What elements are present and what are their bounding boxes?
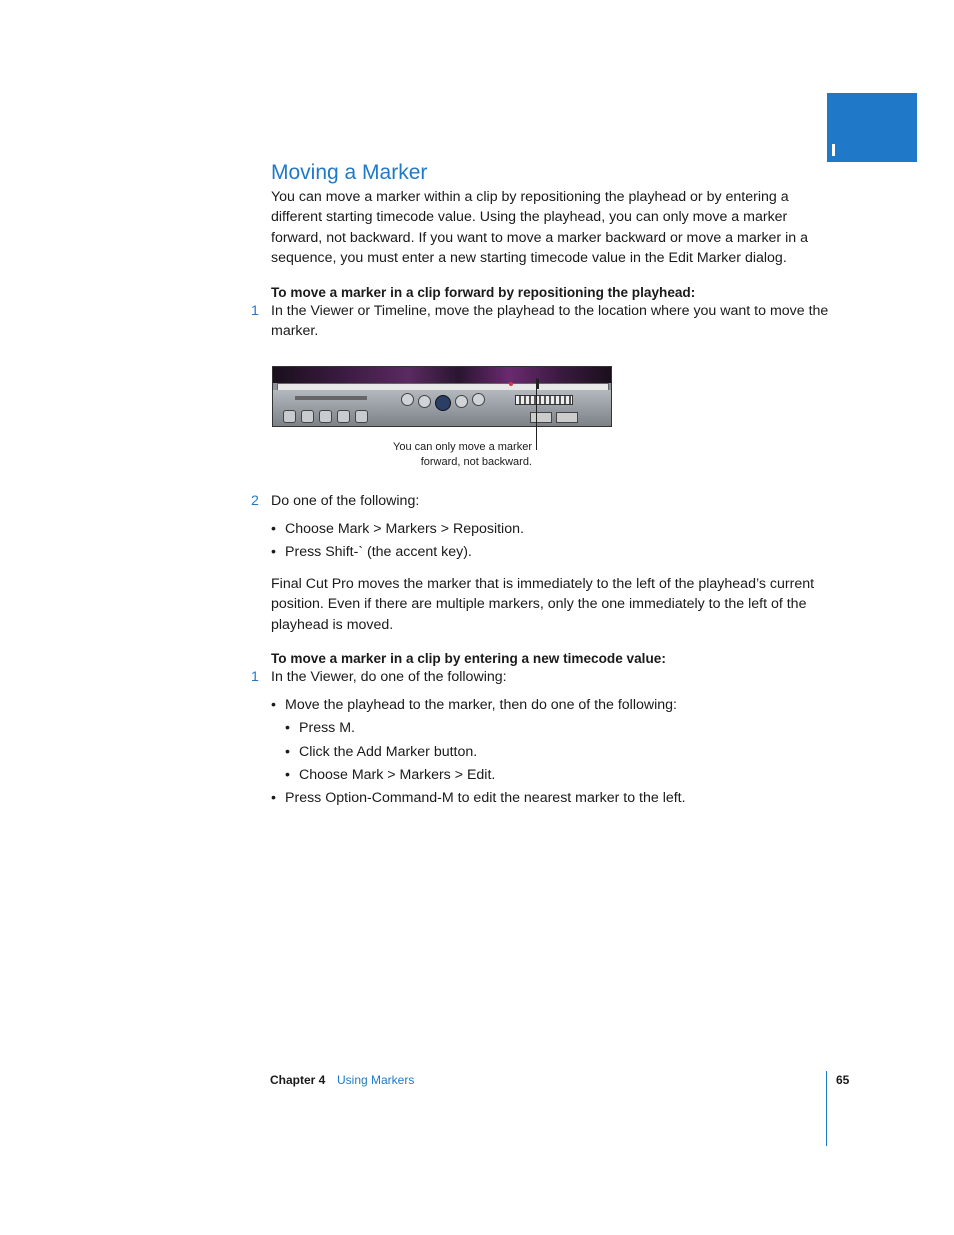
figure-caption [380,440,532,470]
play-button [435,395,451,411]
playhead [537,379,539,389]
bullet-text: Choose Mark > Markers > Reposition. [285,521,524,537]
task2-heading: To move a marker in a clip by entering a new timecode value: [271,651,666,666]
bullet-text: Press M. [299,720,355,736]
task1-heading: To move a marker in a clip forward by repositioning the playhead: [271,285,696,300]
video-scrub-strip [273,367,611,383]
caption-line-2: forward, not backward. [420,456,532,468]
footer-chapter: Chapter 4 [270,1073,326,1087]
range-button [556,412,578,423]
task2-sub-bullet-1 [285,718,355,738]
task1-step1-number: 1 [251,303,259,319]
play-around-button [455,395,468,408]
next-edit-button [472,393,485,406]
previous-edit-button [401,393,414,406]
bullet-dot: • [271,697,276,713]
intro-paragraph: You can move a marker within a clip by repositioning the playhead or by entering a different starting timecode value. Using the playhead, you can only move a marker forward, not backward. If you want to move a marker backward or move a marker in a sequence, you must enter a new starting timecode value in the Edit Marker dialog. [271,189,808,267]
bullet-dot: • [285,767,290,783]
bullet-dot: • [271,790,276,806]
overlay-button [530,412,552,423]
chapter-tab-block [827,93,917,162]
shuttle-slider [295,396,367,400]
task2-sub-bullet-3 [285,765,495,785]
task1-bullet-1 [271,519,524,539]
jog-control [515,395,573,405]
callout-line [536,378,537,450]
tab-mark [832,144,835,156]
play-in-out-button [418,395,431,408]
mark-out-button [301,410,314,423]
caption-line-1: You can only move a marker [393,441,532,453]
footer-rule [826,1071,827,1146]
transport-controls [273,390,611,426]
mark-in-button [283,410,296,423]
bullet-dot: • [285,744,290,760]
bullet-text: Move the playhead to the marker, then do one of the following: [285,697,677,713]
task2-bullet-1 [271,695,677,715]
task1-bullet-2 [271,542,472,562]
add-marker-button [319,410,332,423]
task1-step2-text: Do one of the following: [271,493,420,509]
bullet-dot: • [271,521,276,537]
task2-step1-number: 1 [251,669,259,685]
add-keyframe-button [337,410,350,423]
bullet-text: Press Shift-` (the accent key). [285,544,472,560]
task2-bullet-2 [271,788,686,808]
task1-result: Final Cut Pro moves the marker that is immediately to the left of the playhead’s current position. Even if there are multiple markers, only the one immediately to the left of the playhead is moved. [271,576,815,633]
task2-sub-bullet-2 [285,742,477,762]
bullet-dot: • [285,720,290,736]
footer-section: Using Markers [337,1073,415,1087]
bullet-text: Choose Mark > Markers > Edit. [299,767,496,783]
task2-step1-text: In the Viewer, do one of the following: [271,669,507,685]
marker-indicator [509,382,513,386]
match-frame-button [355,410,368,423]
page-number: 65 [836,1073,850,1087]
bullet-text: Click the Add Marker button. [299,744,478,760]
bullet-dot: • [271,544,276,560]
task1-step2-number: 2 [251,493,259,509]
section-title: Moving a Marker [271,161,428,184]
bullet-text: Press Option-Command-M to edit the nearest marker to the left. [285,790,686,806]
viewer-controls-screenshot [272,366,612,427]
task1-step1-text: In the Viewer or Timeline, move the playhead to the location where you want to move the marker. [271,303,829,340]
